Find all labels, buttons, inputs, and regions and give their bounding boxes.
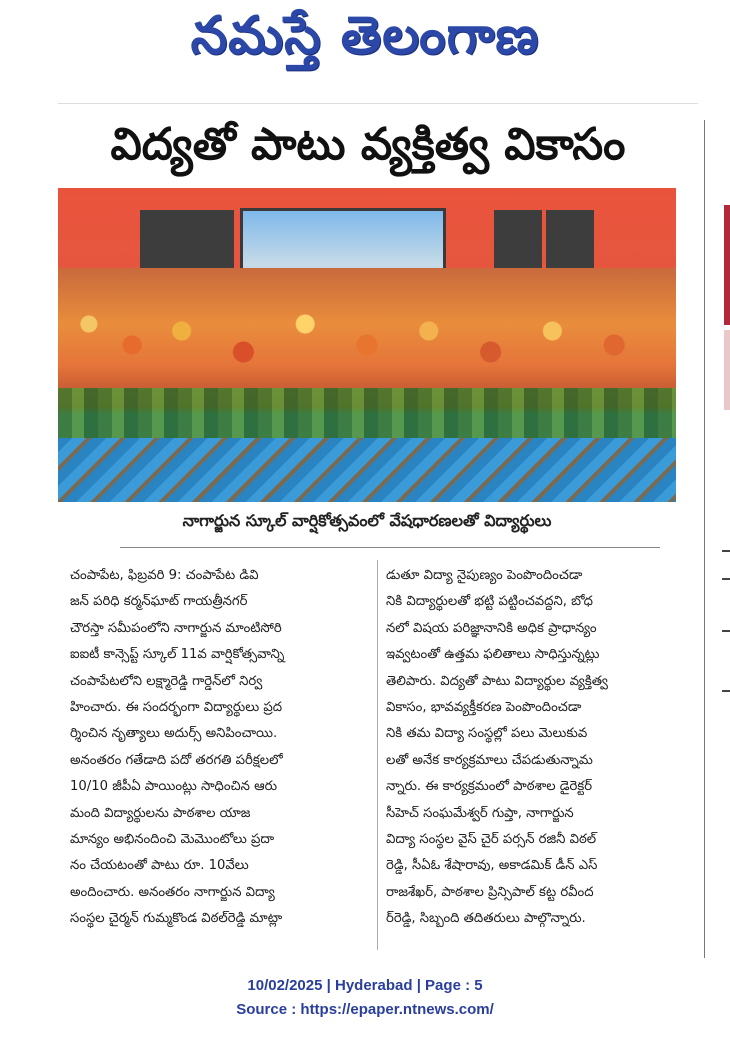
body-text-line: ఐఐటీ కాన్సెప్ట్ స్కూల్ 11వ వార్షికోత్సవాన్ని — [70, 647, 285, 663]
body-text-line: విద్యా సంస్థల వైస్ చైర్ పర్సన్ రజినీ విఠల్ — [386, 831, 597, 847]
adjacent-text-fragment — [722, 550, 730, 552]
body-text-line: నికి తమ విద్యా సంస్థల్లో పలు మెలుకువ — [386, 726, 588, 742]
adjacent-text-fragment — [722, 690, 730, 692]
adjacent-article-photo-edge — [724, 205, 730, 325]
body-text-line: చంపాపేట, ఫిబ్రవరి 9: చంపాపేట డివి — [70, 568, 259, 583]
column-divider — [704, 120, 705, 958]
body-text-line: మాన్యం అభినందించి మెమొంటోలు ప్రదా — [70, 831, 275, 847]
stage-front — [58, 438, 676, 502]
adjacent-article-photo-edge — [724, 330, 730, 410]
students-group — [58, 268, 676, 408]
body-text-line: నం చేయటంతో పాటు రూ. 10వేలు — [70, 858, 249, 874]
divider — [120, 547, 660, 548]
body-text-line: రాజశేఖర్, పాఠశాల ప్రిన్సిపాల్ కట్ట రవీంద — [386, 884, 594, 900]
adjacent-text-fragment — [722, 578, 730, 580]
divider — [58, 103, 698, 104]
masthead-title: నమస్తే తెలంగాణ — [190, 5, 540, 66]
body-text-line: సంస్థల చైర్మన్ గుమ్మకొండ విఠల్‌రెడ్డి మాట్లా — [70, 911, 283, 927]
body-text-line: డుతూ విద్యా నైపుణ్యం పెంపొందించడా — [386, 568, 583, 583]
body-text-line: ఇవ్వటంతో ఉత్తమ ఫలితాలు సాధిస్తున్నట్లు — [386, 647, 600, 663]
footer-source: Source : https://epaper.ntnews.com/ — [236, 1001, 494, 1018]
body-text-line: మంది విద్యార్థులను పాఠశాల యాజ — [70, 805, 251, 821]
body-text-line: 10/10 జీపీఏ పాయింట్లు సాధించిన ఆరు — [70, 779, 278, 795]
body-text-line: వికాసం, భావవ్యక్తీకరణ పెంపొందించడా — [386, 699, 582, 715]
article-body-left-column — [70, 563, 370, 932]
article-body-right-column — [386, 563, 686, 932]
body-text-line: సీహెచ్ సంఘమేశ్వర్ గుప్తా, నాగార్జున — [386, 805, 574, 821]
photo-caption: నాగార్జున స్కూల్ వార్షికోత్సవంలో వేషధారణలతో విద్యార్థులు — [182, 510, 552, 530]
body-text-line: నలో విషయ పరిజ్ఞానానికి అధిక ప్రాధాన్యం — [386, 620, 597, 636]
body-text-line: చంపాపేటలోని లక్ష్మారెడ్డి గార్డెన్‌లో నిర్వ — [70, 673, 263, 689]
body-text-line: జన్ పరిధి కర్మన్‌ఘాట్ గాయత్రీనగర్ — [70, 594, 248, 610]
body-text-line: అనంతరం గతేడాది పదో తరగతి పరీక్షలలో — [70, 752, 283, 768]
body-text-line: న్నారు. ఈ కార్యక్రమంలో పాఠశాల డైరెక్టర్ — [386, 779, 593, 795]
body-text-line: లతో అనేక కార్యక్రమాలు చేపడుతున్నామ — [386, 752, 593, 768]
body-text-line: నికి విద్యార్థులతో భట్టి పట్టించవద్దని, బోధ — [386, 594, 593, 610]
article-photo — [58, 188, 676, 502]
body-text-line: తెలిపారు. విద్యతో పాటు విద్యార్థుల వ్యక్తిత్వ — [386, 673, 608, 689]
article-headline: విద్యతో పాటు వ్యక్తిత్వ వికాసం — [110, 119, 626, 170]
column-divider — [377, 560, 378, 950]
page-footer — [0, 974, 730, 1022]
body-text-line: హించారు. ఈ సందర్భంగా విద్యార్థులు ప్రద — [70, 699, 283, 715]
body-text-line: ర్శించిన నృత్యాలు అదుర్స్ అనిపించాయి. — [70, 726, 278, 742]
body-text-line: చౌరస్తా సమీపంలోని నాగార్జున మాంటిసోరి — [70, 620, 282, 636]
footer-date-page: 10/02/2025 | Hyderabad | Page : 5 — [247, 977, 483, 994]
masthead — [0, 0, 730, 84]
body-text-line: ర్‌రెడ్డి, సిబ్బంది తదితరులు పాల్గొన్నారు. — [386, 911, 586, 927]
body-text-line: రెడ్డి, సీఏఓ శేషారావు, అకాడమిక్ డీన్ ఎస్ — [386, 858, 598, 874]
body-text-line: అందించారు. అనంతరం నాగార్జున విద్యా — [70, 884, 275, 900]
adjacent-text-fragment — [722, 630, 730, 632]
